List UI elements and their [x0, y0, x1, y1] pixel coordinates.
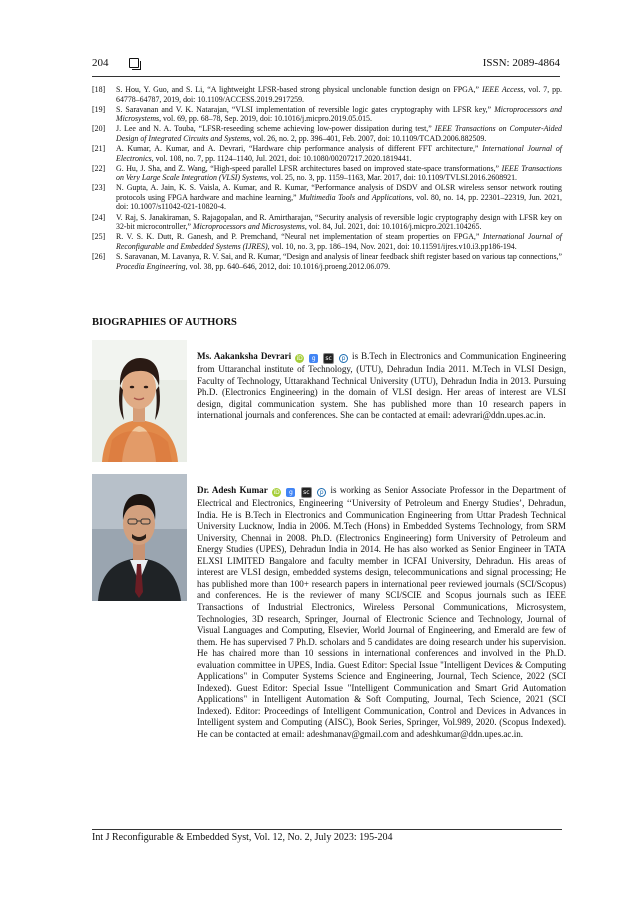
- reference-venue: Microprocessors and Microsystems: [193, 222, 305, 232]
- reference-number: [24]: [92, 212, 106, 222]
- reference-details: , vol. 7, pp. 64778–64787, 2019, doi: 10.1109/ACCESS.2019.2917259.: [116, 85, 563, 104]
- reference-text: S. Hou, Y. Guo, and S. Li, “A lightweight LFSR-based strong physical unclonable function design on FPGA,”: [116, 85, 482, 94]
- reference-venue: IEEE Transactions on Computer-Aided Design of Integrated Circuits and Systems: [116, 124, 562, 143]
- reference-number: [22]: [92, 163, 106, 173]
- author-biography: [197, 485, 566, 740]
- author-biography: [197, 351, 566, 422]
- reference-details: , vol. 80, no. 14, pp. 22301–22319, Jun. 2021, doi: 10.1007/s11042-021-10820-4.: [116, 192, 562, 212]
- footer-rule: [92, 829, 562, 830]
- reference-item: [92, 105, 562, 124]
- reference-details: , vol. 10, no. 3, pp. 186–194, Nov. 2021, doi: 10.11591/ijres.v10.i3.pp186-194.: [267, 241, 517, 251]
- author-bio-text: is working as Senior Associate Professor in the Department of Electrical and Electronics, Engineering ‘‘University of Petroleum and Energy Studies’, Dehradun, India. He is B.Tech in Electronics and Communication Engineering from Uttar Pradesh Technical University Lucknow, India in 2006. M.Tech (Hons) in Embedded Systems Technology, from SRM University, Chennai in 2008. Ph.D. (Electronics Engineering) form University of Petroleum and Energy Studies (UPES), Dehradun India in 2014. He has also worked as Senior Engineer in TATA ELXSI LIMITED Bangalore and faculty member in ICFAI University, Dehradun. His areas of interest are VLSI design, embedded systems design, telecommunications and signal processing; He has published more than 100+ research papers in international peer reviewed journals (SCI/Scopus) and conferences. He is the reviewer of many SCI/SCIE and Scopus journals such as IEEE Transactions of Industrial Electronics, Wireless Personal Communications, Microsystem, Technologies, 3D research, Springer, Journal of Electronic Science and Technology, Journal of Visual Languages and Computing, Elsevier, World Journal of Engineering, and Emerald are few of them. He has supervised 7 Ph.D. scholars and 5 candidates are doing research under his supervision. He has chaired more than 10 sessions in international conferences and involved in the Ph.D. evaluation committee in UPES, India. Guest Editor: Special Issue "Intelligent Devices & Computing Applications" in Computer Systems Science and Engineering, Journal, Tech Science, 2022 (SCI Indexed). Guest Editor: Special Issue "Intelligent Communication and Smart Grid Automation Applications" in Intelligent Automation & Soft Computing, Journal, Tech Science, 2021 (SCI Indexed). Editor: Proceedings of Intelligent Communication, Control and Devices in Advances in Intelligent system and Computing (AISC), Book Series, Springer, Vol.989, 2020. (Scopus Indexed). He can be contacted at email: adeshmanav@gmail.com and adeshkumar@ddn.upes.ac.in.: [197, 485, 567, 740]
- author-name: Ms. Aakanksha Devrari: [197, 351, 292, 362]
- reference-item: [92, 124, 562, 143]
- reference-item: [92, 252, 562, 271]
- reference-item: [92, 183, 562, 212]
- google-scholar-icon[interactable]: g: [309, 354, 318, 363]
- section-heading: BIOGRAPHIES OF AUTHORS: [92, 317, 237, 328]
- square-icon: [129, 58, 139, 68]
- reference-venue: Procedia Engineering: [116, 261, 186, 271]
- reference-text: J. Lee and N. A. Touba, “LFSR-reseeding scheme achieving low-power dissipation during test,”: [116, 124, 435, 134]
- reference-details: , vol. 26, no. 2, pp. 396–401, Feb. 2007, doi: 10.1109/TCAD.2006.882509.: [249, 133, 487, 143]
- reference-text: S. Saravanan, M. Lavanya, R. V. Sai, and R. Kumar, “Design and analysis of linear feedback shift register based on various tap connections,”: [116, 252, 562, 261]
- reference-details: , vol. 84, Jul. 2021, doi: 10.1016/j.micpro.2021.104265.: [304, 222, 482, 232]
- reference-venue: IEEE Access: [481, 85, 524, 94]
- publons-icon[interactable]: p: [317, 488, 326, 497]
- reference-venue: International Journal of Electronics: [116, 144, 562, 163]
- publons-icon[interactable]: p: [339, 354, 348, 363]
- author-photo-illustration: [92, 474, 187, 601]
- reference-details: , vol. 25, no. 3, pp. 1159–1163, Mar. 2017, doi: 10.1109/TVLSI.2016.2608921.: [266, 173, 518, 183]
- reference-venue: Multimedia Tools and Applications: [299, 192, 412, 202]
- page-footer: Int J Reconfigurable & Embedded Syst, Vol. 12, No. 2, July 2023: 195-204: [92, 832, 393, 843]
- orcid-icon[interactable]: iD: [273, 489, 280, 497]
- author-name: Dr. Adesh Kumar: [197, 485, 268, 496]
- reference-text: R. V. S. K. Dutt, R. Ganesh, and P. Premchand, “Neural net implementation of steam properties on FPGA,”: [116, 232, 483, 242]
- reference-item: [92, 164, 562, 183]
- reference-details: , vol. 108, no. 7, pp. 1124–1140, Jul. 2021, doi: 10.1080/00207217.2020.1819441.: [151, 153, 412, 163]
- reference-item: [92, 85, 562, 104]
- reference-number: [25]: [92, 232, 106, 242]
- reference-number: [18]: [92, 85, 106, 94]
- reference-venue: International Journal of Reconfigurable and Embedded Systems (IJRES): [116, 232, 562, 251]
- reference-text: V. Raj, S. Janakiraman, S. Rajagopalan, and R. Amirtharajan, “Security analysis of reversible logic cryptography design with LFSR key on 32-bit microcontroller,”: [116, 212, 562, 232]
- issn-label: ISSN: 2089-4864: [482, 57, 560, 69]
- scopus-icon[interactable]: sc: [301, 487, 312, 498]
- header-rule: [92, 76, 560, 77]
- reference-number: [20]: [92, 124, 106, 134]
- orcid-icon[interactable]: iD: [296, 355, 303, 363]
- reference-text: S. Saravanan and V. K. Natarajan, “VLSI implementation of reversible logic gates cryptography with LFSR key,”: [116, 104, 495, 114]
- author-photo: [92, 474, 187, 601]
- page-header: [92, 57, 560, 73]
- scopus-icon[interactable]: sc: [323, 353, 334, 364]
- reference-item: [92, 213, 562, 232]
- reference-number: [23]: [92, 183, 106, 193]
- reference-item: [92, 232, 562, 251]
- reference-text: G. Hu, J. Sha, and Z. Wang, “High-speed parallel LFSR architectures based on improved state-space transformations,”: [116, 163, 502, 173]
- reference-list: [92, 85, 562, 272]
- reference-number: [26]: [92, 252, 106, 261]
- reference-details: , vol. 69, pp. 68–78, Sep. 2019, doi: 10.1016/j.micpro.2019.05.015.: [159, 114, 372, 124]
- author-photo: [92, 340, 187, 462]
- google-scholar-icon[interactable]: g: [286, 488, 295, 497]
- reference-text: N. Gupta, A. Jain, K. S. Vaisla, A. Kumar, and R. Kumar, “Performance analysis of DSDV and OLSR wireless sensor network routing protocols using FPGA hardware and machine learning,”: [116, 183, 562, 202]
- author-photo-illustration: [92, 340, 187, 462]
- reference-number: [21]: [92, 144, 106, 154]
- page-number: 204: [92, 57, 109, 69]
- reference-text: A. Kumar, A. Kumar, and A. Devrari, “Hardware chip performance analysis of different FFT architecture,”: [116, 144, 483, 154]
- reference-details: , vol. 38, pp. 640–646, 2012, doi: 10.1016/j.proeng.2012.06.079.: [185, 261, 391, 271]
- author-bio-text: is B.Tech in Electronics and Communication Engineering from Uttaranchal institute of Technology, (UTU), Dehradun India 2011. M.Tech in VLSI Design, Faculty of Technology, Uttarakhand Technical University (UTU), Dehradun India in 2013. Pursuing Ph.D. (Electronics Engineering) in the domain of VLSI design. Her areas of interest are VLSI design, digital communication system. She has published more than 10 research papers in international journals and conferences. She can be contacted at email: adevrari@ddn.upes.ac.in.: [197, 351, 566, 421]
- reference-venue: IEEE Transactions on Very Large Scale Integration (VLSI) Systems: [116, 163, 562, 183]
- reference-venue: Microprocessors and Microsystems: [116, 104, 562, 124]
- reference-item: [92, 144, 562, 163]
- reference-number: [19]: [92, 104, 106, 114]
